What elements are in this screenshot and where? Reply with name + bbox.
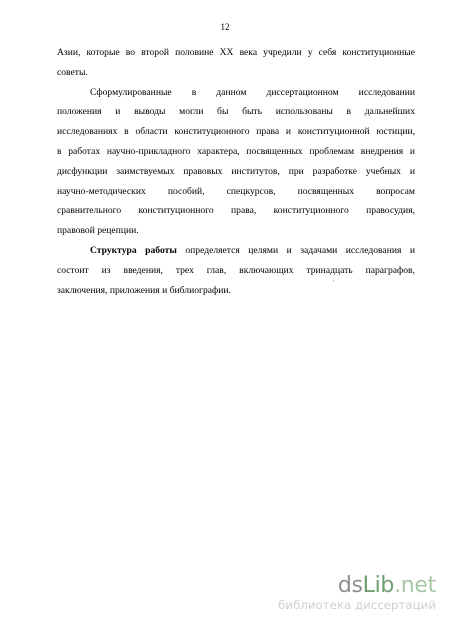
paragraph-2-line-6: научно-методических пособий, спецкурсов, посвященных вопросам	[57, 185, 415, 197]
paragraph-2-line-7: сравнительного конституционного права, конституционного правосудия,	[57, 205, 415, 217]
watermark-logo-net: .net	[394, 573, 436, 598]
paragraph-3-line-3: заключения, приложения и библиографии.	[57, 284, 231, 296]
body-text	[57, 43, 415, 300]
paragraph-2-line-1: Сформулированные в данном диссертационном исследовании	[90, 86, 415, 98]
watermark-logo	[278, 574, 436, 598]
paragraph-1-line-1: Азии, которые во второй половине XX века учредили у себя конституционные	[57, 47, 415, 58]
watermark-logo-lib: Lib	[362, 573, 395, 598]
paragraph-2-line-3: исследованиях в области конституционного права и конституционной юстиции,	[57, 126, 415, 138]
stray-mark: '	[333, 279, 335, 287]
paragraph-3-line-1-rest: определяется целями и задачами исследования и	[176, 244, 415, 256]
watermark-logo-ds: ds	[337, 573, 363, 598]
paragraph-3-line-1	[57, 241, 415, 261]
paragraph-2-line-2: положения и выводы могли бы быть использованы в дальнейших	[57, 106, 415, 118]
paragraph-3-line-2: состоит из введения, трех глав, включающих тринадцать параграфов,	[57, 264, 415, 276]
paragraph-2-line-8: правовой рецепции.	[57, 225, 139, 237]
paragraph-1-line-2: советы.	[57, 66, 88, 78]
page-number: 12	[220, 22, 230, 32]
bold-lead: Структура работы	[90, 244, 177, 256]
paragraph-2-line-4: в работах научно-прикладного характера, посвященных проблемам внедрения и	[57, 145, 415, 157]
paragraph-2-line-5: дисфункции заимствуемых правовых институтов, при разработке учебных и	[57, 165, 415, 177]
watermark-tagline: библиотека диссертаций	[278, 598, 436, 612]
watermark	[278, 574, 436, 612]
